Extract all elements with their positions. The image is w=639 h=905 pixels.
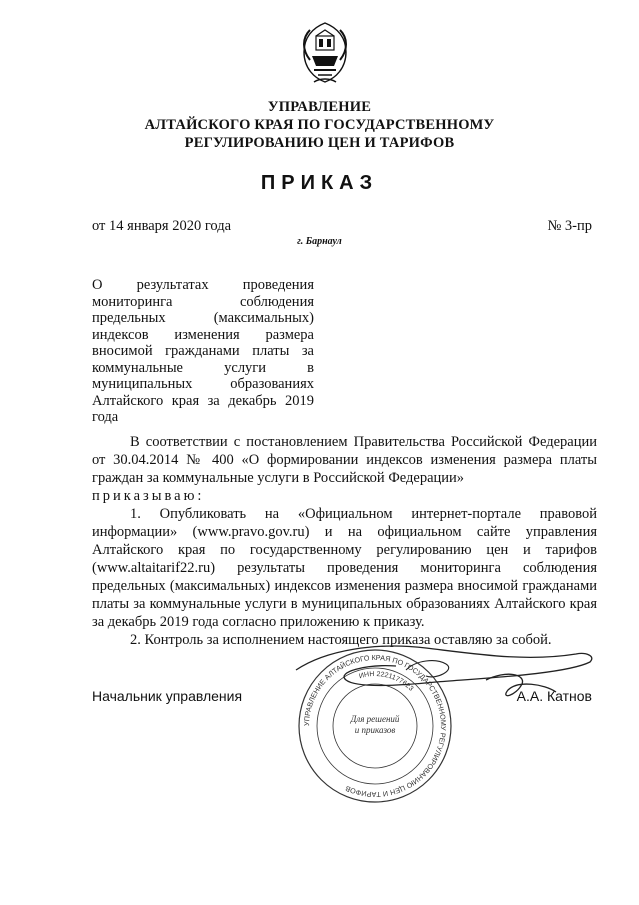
header-line-3: РЕГУЛИРОВАНИЮ ЦЕН И ТАРИФОВ (184, 135, 455, 151)
document-title: ПРИКАЗ (260, 172, 379, 194)
document-body (92, 433, 597, 649)
document-city: г. Барнаул (297, 236, 342, 247)
body-intro: В соответствии с постановлением Правительства Российской Федерации от 30.04.2014 № 400 «О формировании индексов изменения размера платы граждан за коммунальные услуги в Российской Федерации» (92, 434, 597, 486)
signatory-name: А.А. Катнов (516, 688, 592, 704)
header-line-2: АЛТАЙСКОГО КРАЯ ПО ГОСУДАРСТВЕННОМУ (144, 117, 495, 133)
document-number: № 3-пр (547, 218, 592, 234)
stamp-outer-text: УПРАВЛЕНИЕ АЛТАЙСКОГО КРАЯ ПО ГОСУДАРСТВЕННОМУ РЕГУЛИРОВАНИЮ ЦЕН И ТАРИФОВ (301, 652, 449, 800)
signatory-position: Начальник управления (92, 688, 243, 704)
coat-of-arms-emblem (294, 20, 356, 86)
document-date: от 14 января 2020 года (92, 218, 232, 234)
stamp-inn: ИНН 2221177623 (358, 670, 415, 693)
header-line-1: УПРАВЛЕНИЕ (267, 99, 372, 115)
handwritten-signature (286, 640, 606, 720)
body-item-2: 2. Контроль за исполнением настоящего приказа оставляю за собой. (130, 632, 552, 648)
body-keyword: приказываю: (92, 488, 205, 504)
body-item-1: 1. Опубликовать на «Официальном интернет-портале правовой информации» (www.pravo.gov.ru) и на официальном сайте управления Алтайского края по государственному регулированию цен и тарифов (www.altaitarif22.ru) результаты проведения мониторинга соблюдения предельных (максимальных) индексов изменения размера вносимой гражданами платы за коммунальные услуги в муниципальных образованиях Алтайского края за декабрь 2019 года согласно приложению к приказу. (92, 506, 597, 630)
stamp-center-line-1: Для решений (350, 714, 400, 724)
document-subject: О результатах проведения мониторинга соблюдения предельных (максимальных) индексов изменения размера вносимой гражданами платы за коммунальные услуги в муниципальных образованиях Алтайского края за декабрь 2019 года (92, 277, 314, 425)
stamp-center-line-2: и приказов (354, 725, 396, 735)
